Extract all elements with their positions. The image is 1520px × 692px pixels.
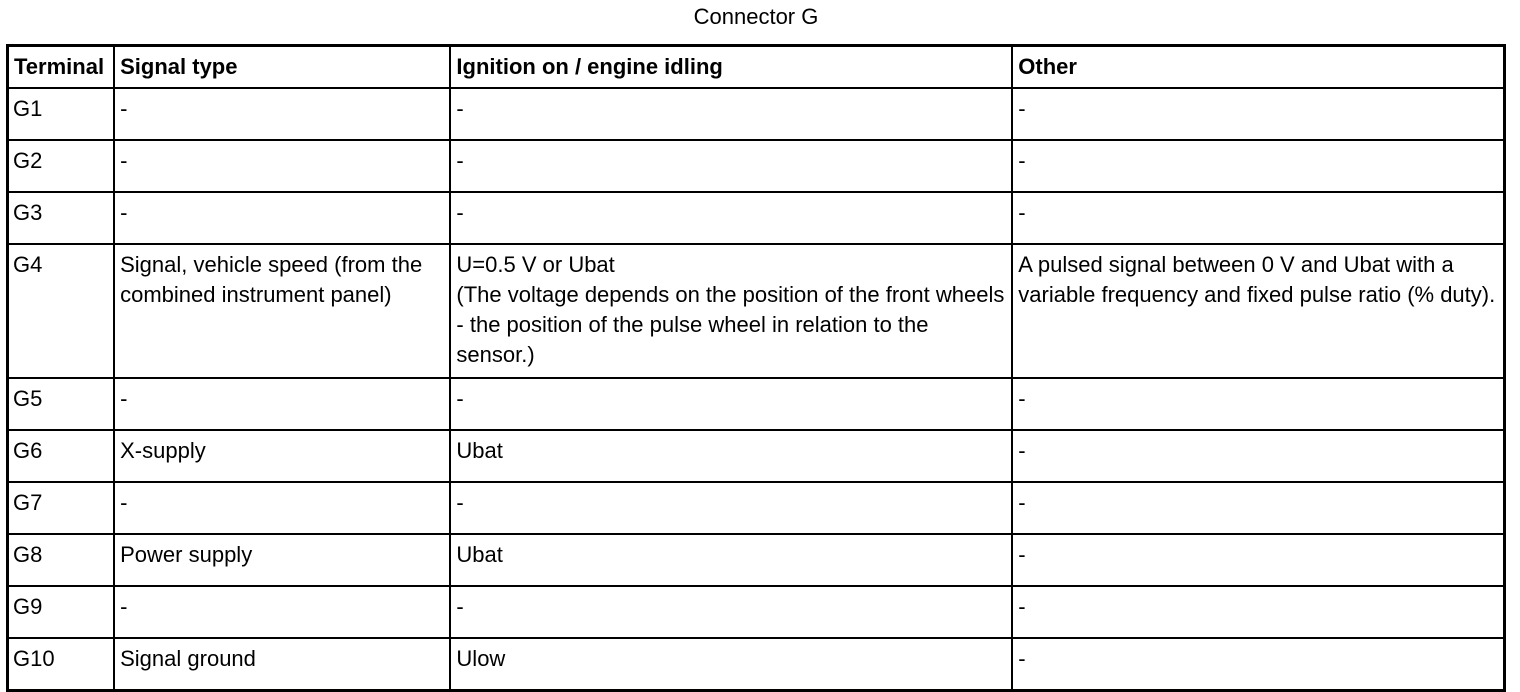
signal-type-cell: - (114, 140, 450, 192)
terminal-cell: G1 (8, 88, 115, 140)
other-cell: - (1012, 192, 1504, 244)
table-row (8, 482, 1505, 534)
ignition-value: U=0.5 V or Ubat (456, 252, 615, 277)
other-cell: - (1012, 430, 1504, 482)
header-row (8, 46, 1505, 89)
other-cell: - (1012, 586, 1504, 638)
header-other: Other (1012, 46, 1504, 89)
other-cell: - (1012, 378, 1504, 430)
connector-table (6, 44, 1506, 692)
table-row (8, 88, 1505, 140)
ignition-cell: - (450, 482, 1012, 534)
table-row (8, 638, 1505, 691)
table-row (8, 378, 1505, 430)
ignition-cell (450, 244, 1012, 378)
other-cell: - (1012, 482, 1504, 534)
table-row (8, 140, 1505, 192)
table-row (8, 430, 1505, 482)
ignition-cell: - (450, 192, 1012, 244)
ignition-cell: Ubat (450, 534, 1012, 586)
table-caption: Connector G (693, 4, 819, 29)
signal-type-cell: - (114, 586, 450, 638)
signal-type-cell: Signal, vehicle speed (from the combined instrument panel) (114, 244, 450, 378)
signal-type-cell: - (114, 88, 450, 140)
signal-type-cell: - (114, 482, 450, 534)
terminal-cell: G2 (8, 140, 115, 192)
ignition-cell: - (450, 140, 1012, 192)
other-cell: A pulsed signal between 0 V and Ubat with a variable frequency and fixed pulse ratio (% duty). (1012, 244, 1504, 378)
terminal-cell: G3 (8, 192, 115, 244)
terminal-cell: G10 (8, 638, 115, 691)
table-row (8, 244, 1505, 378)
terminal-cell: G5 (8, 378, 115, 430)
ignition-cell: - (450, 378, 1012, 430)
header-ignition: Ignition on / engine idling (450, 46, 1012, 89)
ignition-cell: - (450, 586, 1012, 638)
other-cell: - (1012, 638, 1504, 691)
other-cell: - (1012, 140, 1504, 192)
ignition-note: (The voltage depends on the position of the front wheels - the position of the pulse wheel in relation to the sensor.) (456, 282, 1005, 367)
signal-type-cell: X-supply (114, 430, 450, 482)
other-cell: - (1012, 88, 1504, 140)
table-row (8, 534, 1505, 586)
signal-type-cell: - (114, 192, 450, 244)
signal-type-cell: Signal ground (114, 638, 450, 691)
signal-type-cell: - (114, 378, 450, 430)
ignition-cell: - (450, 88, 1012, 140)
table-row (8, 192, 1505, 244)
ignition-cell: Ulow (450, 638, 1012, 691)
terminal-cell: G8 (8, 534, 115, 586)
ignition-cell: Ubat (450, 430, 1012, 482)
signal-type-cell: Power supply (114, 534, 450, 586)
table-row (8, 586, 1505, 638)
terminal-cell: G6 (8, 430, 115, 482)
terminal-cell: G7 (8, 482, 115, 534)
terminal-cell: G4 (8, 244, 115, 378)
terminal-cell: G9 (8, 586, 115, 638)
header-signal-type: Signal type (114, 46, 450, 89)
header-terminal: Terminal (8, 46, 115, 89)
other-cell: - (1012, 534, 1504, 586)
